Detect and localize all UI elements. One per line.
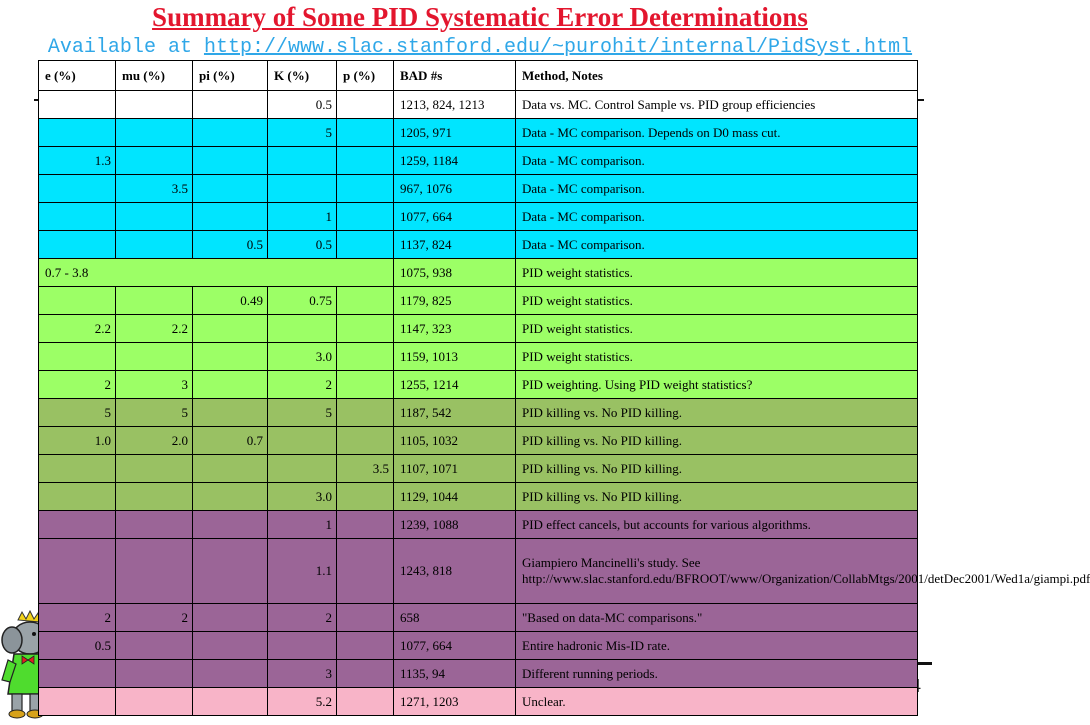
cell-pi [193, 632, 268, 660]
header-k: K (%) [268, 61, 337, 91]
cell-e [39, 483, 116, 511]
table-row [39, 371, 918, 399]
cell-bad: 658 [394, 604, 516, 632]
table-row [39, 259, 918, 287]
cell-p [337, 604, 394, 632]
cell-pi [193, 539, 268, 604]
table-row [39, 455, 918, 483]
cell-pi [193, 688, 268, 716]
cell-k: 1 [268, 511, 337, 539]
cell-mu [116, 688, 193, 716]
cell-pi [193, 175, 268, 203]
cell-bad: 1259, 1184 [394, 147, 516, 175]
cell-p [337, 175, 394, 203]
cell-notes: PID weight statistics. [516, 343, 918, 371]
page-number: 4 [911, 676, 922, 696]
cell-e [39, 203, 116, 231]
cell-e: 2 [39, 371, 116, 399]
cell-p [337, 483, 394, 511]
cell-p [337, 315, 394, 343]
cell-bad: 1107, 1071 [394, 455, 516, 483]
cell-e [39, 119, 116, 147]
header-pi: pi (%) [193, 61, 268, 91]
cell-e [39, 287, 116, 315]
cell-k [268, 632, 337, 660]
cell-mu [116, 231, 193, 259]
table-row [39, 231, 918, 259]
cell-bad: 1137, 824 [394, 231, 516, 259]
table-row [39, 632, 918, 660]
cell-pi: 0.7 [193, 427, 268, 455]
table-row [39, 483, 918, 511]
cell-notes: Data - MC comparison. [516, 175, 918, 203]
cell-p [337, 287, 394, 315]
cell-notes: PID weight statistics. [516, 287, 918, 315]
cell-pi [193, 455, 268, 483]
cell-mu [116, 147, 193, 175]
cell-notes: PID killing vs. No PID killing. [516, 455, 918, 483]
cell-pi [193, 343, 268, 371]
slide-subtitle [0, 35, 960, 61]
cell-e [39, 91, 116, 119]
cell-mu: 2 [116, 604, 193, 632]
cell-mu [116, 91, 193, 119]
cell-pi [193, 315, 268, 343]
cell-k [268, 175, 337, 203]
cell-particle-range: 0.7 - 3.8 [39, 259, 394, 287]
cell-notes: PID weight statistics. [516, 315, 918, 343]
cell-k: 2 [268, 604, 337, 632]
cell-bad: 1075, 938 [394, 259, 516, 287]
cell-p [337, 511, 394, 539]
cell-p [337, 371, 394, 399]
cell-bad: 1187, 542 [394, 399, 516, 427]
cell-p: 3.5 [337, 455, 394, 483]
slide-title: Summary of Some PID Systematic Error Determinations [152, 2, 808, 32]
cell-pi [193, 147, 268, 175]
cell-k: 5 [268, 399, 337, 427]
cell-bad: 1147, 323 [394, 315, 516, 343]
cell-e: 2 [39, 604, 116, 632]
table-row [39, 604, 918, 632]
cell-p [337, 231, 394, 259]
cell-pi [193, 119, 268, 147]
cell-notes: PID killing vs. No PID killing. [516, 483, 918, 511]
cell-bad: 1077, 664 [394, 632, 516, 660]
table-row [39, 147, 918, 175]
cell-bad: 1077, 664 [394, 203, 516, 231]
cell-bad: 1135, 94 [394, 660, 516, 688]
cell-notes: Data - MC comparison. Depends on D0 mass cut. [516, 119, 918, 147]
cell-e [39, 455, 116, 483]
cell-notes: Data - MC comparison. [516, 203, 918, 231]
cell-mu [116, 119, 193, 147]
table-body [39, 91, 1090, 716]
cell-k: 0.75 [268, 287, 337, 315]
cell-e: 1.0 [39, 427, 116, 455]
cell-pi [193, 91, 268, 119]
header-p: p (%) [337, 61, 394, 91]
table-row [39, 399, 918, 427]
cell-mu: 5 [116, 399, 193, 427]
table-row [39, 315, 918, 343]
header-bad: BAD #s [394, 61, 516, 91]
table-row [39, 660, 918, 688]
cell-notes: Data - MC comparison. [516, 231, 918, 259]
cell-k: 3.0 [268, 483, 337, 511]
cell-mu: 3 [116, 371, 193, 399]
cell-k: 0.5 [268, 91, 337, 119]
cell-notes: PID effect cancels, but accounts for various algorithms. [516, 511, 918, 539]
cell-bad: 967, 1076 [394, 175, 516, 203]
subtitle-prefix: Available at [47, 36, 204, 59]
cell-k [268, 315, 337, 343]
table-row [39, 203, 918, 231]
cell-bad: 1243, 818 [394, 539, 516, 604]
cell-p [337, 399, 394, 427]
table-row [39, 91, 918, 119]
cell-notes: Different running periods. [516, 660, 918, 688]
cell-e [39, 511, 116, 539]
cell-k: 5 [268, 119, 337, 147]
cell-k: 1.1 [268, 539, 337, 604]
cell-notes: Unclear. [516, 688, 918, 716]
cell-p [337, 688, 394, 716]
cell-k: 5.2 [268, 688, 337, 716]
cell-mu: 2.2 [116, 315, 193, 343]
table-row [39, 427, 918, 455]
cell-mu [116, 343, 193, 371]
cell-bad: 1255, 1214 [394, 371, 516, 399]
cell-e [39, 660, 116, 688]
table-row [39, 539, 918, 604]
cell-mu [116, 483, 193, 511]
cell-p [337, 147, 394, 175]
cell-mu [116, 511, 193, 539]
cell-pi: 0.49 [193, 287, 268, 315]
cell-pi: 0.5 [193, 231, 268, 259]
cell-k: 2 [268, 371, 337, 399]
header-notes: Method, Notes [516, 61, 918, 91]
cell-bad: 1271, 1203 [394, 688, 516, 716]
cell-k [268, 147, 337, 175]
cell-bad: 1179, 825 [394, 287, 516, 315]
cell-mu [116, 539, 193, 604]
cell-k: 0.5 [268, 231, 337, 259]
cell-e [39, 343, 116, 371]
cell-e [39, 175, 116, 203]
cell-bad: 1213, 824, 1213 [394, 91, 516, 119]
cell-k: 3.0 [268, 343, 337, 371]
cell-mu [116, 632, 193, 660]
cell-mu: 3.5 [116, 175, 193, 203]
cell-mu [116, 455, 193, 483]
cell-p [337, 539, 394, 604]
table-row [39, 175, 918, 203]
table-row [39, 119, 918, 147]
slide-rule-right [916, 662, 932, 665]
cell-pi [193, 660, 268, 688]
table-header-row [39, 61, 918, 91]
cell-notes: PID killing vs. No PID killing. [516, 427, 918, 455]
header-e: e (%) [39, 61, 116, 91]
cell-notes: PID weight statistics. [516, 259, 918, 287]
cell-k [268, 427, 337, 455]
cell-mu [116, 203, 193, 231]
cell-e: 1.3 [39, 147, 116, 175]
cell-notes: PID weighting. Using PID weight statistics? [516, 371, 918, 399]
cell-bad: 1129, 1044 [394, 483, 516, 511]
cell-bad: 1105, 1032 [394, 427, 516, 455]
cell-notes: Giampiero Mancinelli's study. See http://www.slac.stanford.edu/BFROOT/www/Organization/CollabMtgs/2001/detDec2001/Wed1a/giampi.pdf [516, 539, 918, 604]
pidsyst-link[interactable]: http://www.slac.stanford.edu/~purohit/internal/PidSyst.html [203, 36, 913, 59]
cell-p [337, 343, 394, 371]
cell-p [337, 632, 394, 660]
cell-bad: 1159, 1013 [394, 343, 516, 371]
cell-e: 2.2 [39, 315, 116, 343]
cell-p [337, 660, 394, 688]
cell-k: 3 [268, 660, 337, 688]
cell-e [39, 539, 116, 604]
cell-bad: 1205, 971 [394, 119, 516, 147]
cell-e: 5 [39, 399, 116, 427]
cell-pi [193, 371, 268, 399]
cell-p [337, 427, 394, 455]
cell-bad: 1239, 1088 [394, 511, 516, 539]
cell-e: 0.5 [39, 632, 116, 660]
cell-k: 1 [268, 203, 337, 231]
cell-pi [193, 604, 268, 632]
table-row [39, 343, 918, 371]
cell-notes: Data - MC comparison. [516, 147, 918, 175]
cell-notes: Entire hadronic Mis-ID rate. [516, 632, 918, 660]
header-mu: mu (%) [116, 61, 193, 91]
cell-notes: Data vs. MC. Control Sample vs. PID group efficiencies [516, 91, 918, 119]
pid-systematics-table [38, 60, 1090, 716]
cell-p [337, 91, 394, 119]
cell-pi [193, 511, 268, 539]
cell-mu [116, 287, 193, 315]
cell-p [337, 203, 394, 231]
table-row [39, 287, 918, 315]
cell-pi [193, 399, 268, 427]
cell-mu: 2.0 [116, 427, 193, 455]
cell-mu [116, 660, 193, 688]
table-row [39, 511, 918, 539]
cell-p [337, 119, 394, 147]
cell-e [39, 231, 116, 259]
table-row [39, 688, 918, 716]
cell-e [39, 688, 116, 716]
cell-pi [193, 483, 268, 511]
cell-k [268, 455, 337, 483]
cell-notes: "Based on data-MC comparisons." [516, 604, 918, 632]
cell-pi [193, 203, 268, 231]
cell-notes: PID killing vs. No PID killing. [516, 399, 918, 427]
